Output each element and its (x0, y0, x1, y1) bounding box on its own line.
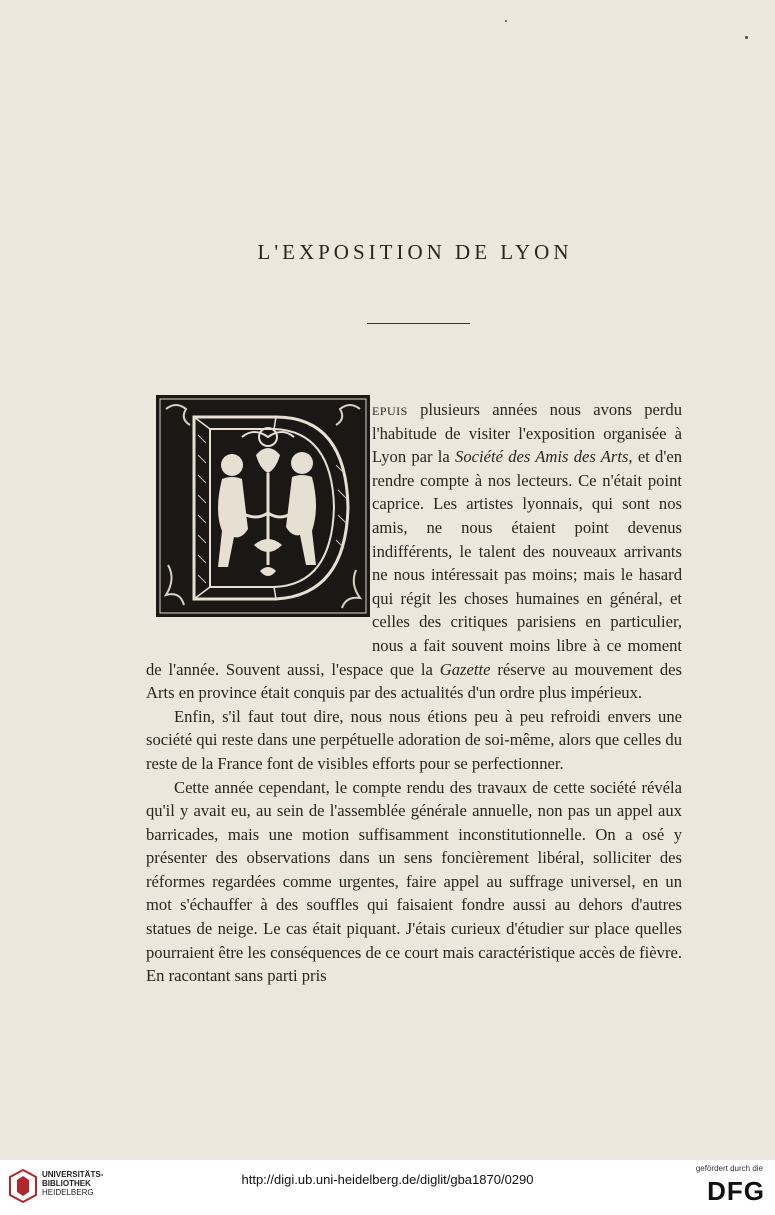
journal-name: Gazette (439, 659, 491, 679)
funder-caption: gefördert durch die (695, 1164, 763, 1173)
permalink[interactable]: http://digi.ub.uni-heidelberg.de/diglit/gba1870/0290 (241, 1172, 534, 1187)
paragraph-2: Enfin, s'il faut tout dire, nous nous étions peu à peu refroidi envers une société qui reste dans une perpétuelle adoration de soi-même, alors que celles du reste de la France font de visibles efforts pour se perfectionner. (146, 706, 682, 773)
institution-line: UNIVERSITÄTS- (42, 1170, 104, 1179)
page-title: L'EXPOSITION DE LYON (257, 240, 573, 264)
title-rule (367, 323, 470, 324)
society-name: Société des Amis des Arts (455, 447, 629, 467)
paragraph-text: réserve au mouvement des Arts en province était conquis par des actualités d'un ordre plus impérieux. (146, 659, 682, 703)
institution-line: HEIDELBERG (42, 1188, 94, 1197)
dropcap-spacer (146, 398, 372, 634)
scan-speck (505, 20, 507, 22)
paragraph-1 (146, 398, 682, 705)
article-body (146, 398, 682, 988)
paragraph-text: plusieurs années nous avons perdu l'habitude de visiter l'exposition organisée à Lyon par la (372, 400, 682, 467)
paragraph-text: , et d'en rendre compte à nos lecteurs. Ce n'était point caprice. Les artistes lyonnais, qui sont nos amis, ne nous étaient point devenus indifférents, le talent des nouveaux arrivants ne nous intéressait pas moins; mais le hasard qui régit les choses humaines en général, et celles des critiques parisiens en particulier, nous a fait souvent moins libre à ce moment de l'année. Souvent aussi, l'espace que la (146, 447, 682, 679)
scan-speck (745, 36, 748, 39)
institution-line: BIBLIOTHEK (42, 1179, 91, 1188)
viewer-footer (0, 1160, 775, 1215)
dfg-logo: DFG (707, 1176, 765, 1206)
lead-word: epuis (372, 400, 408, 419)
paragraph-3: Cette année cependant, le compte rendu des travaux de cette société révéla qu'il y avait eu, au sein de l'assemblée générale annuelle, non pas un appel aux barricades, mais une motion suffisamment inconstitutionnelle. On a osé y présenter des observations dans un sens foncièrement libéral, solliciter des réformes regardées comme urgentes, faire appel au suffrage universel, en un mot s'échauffer à des souffles qui faisaient fondre aussi au dehors d'autres statues de neige. Le cas était piquant. J'étais curieux d'étudier sur place quelles pourraient être les conséquences de ce court mais caractéristique accès de fièvre. En racontant sans parti pris (146, 777, 682, 986)
